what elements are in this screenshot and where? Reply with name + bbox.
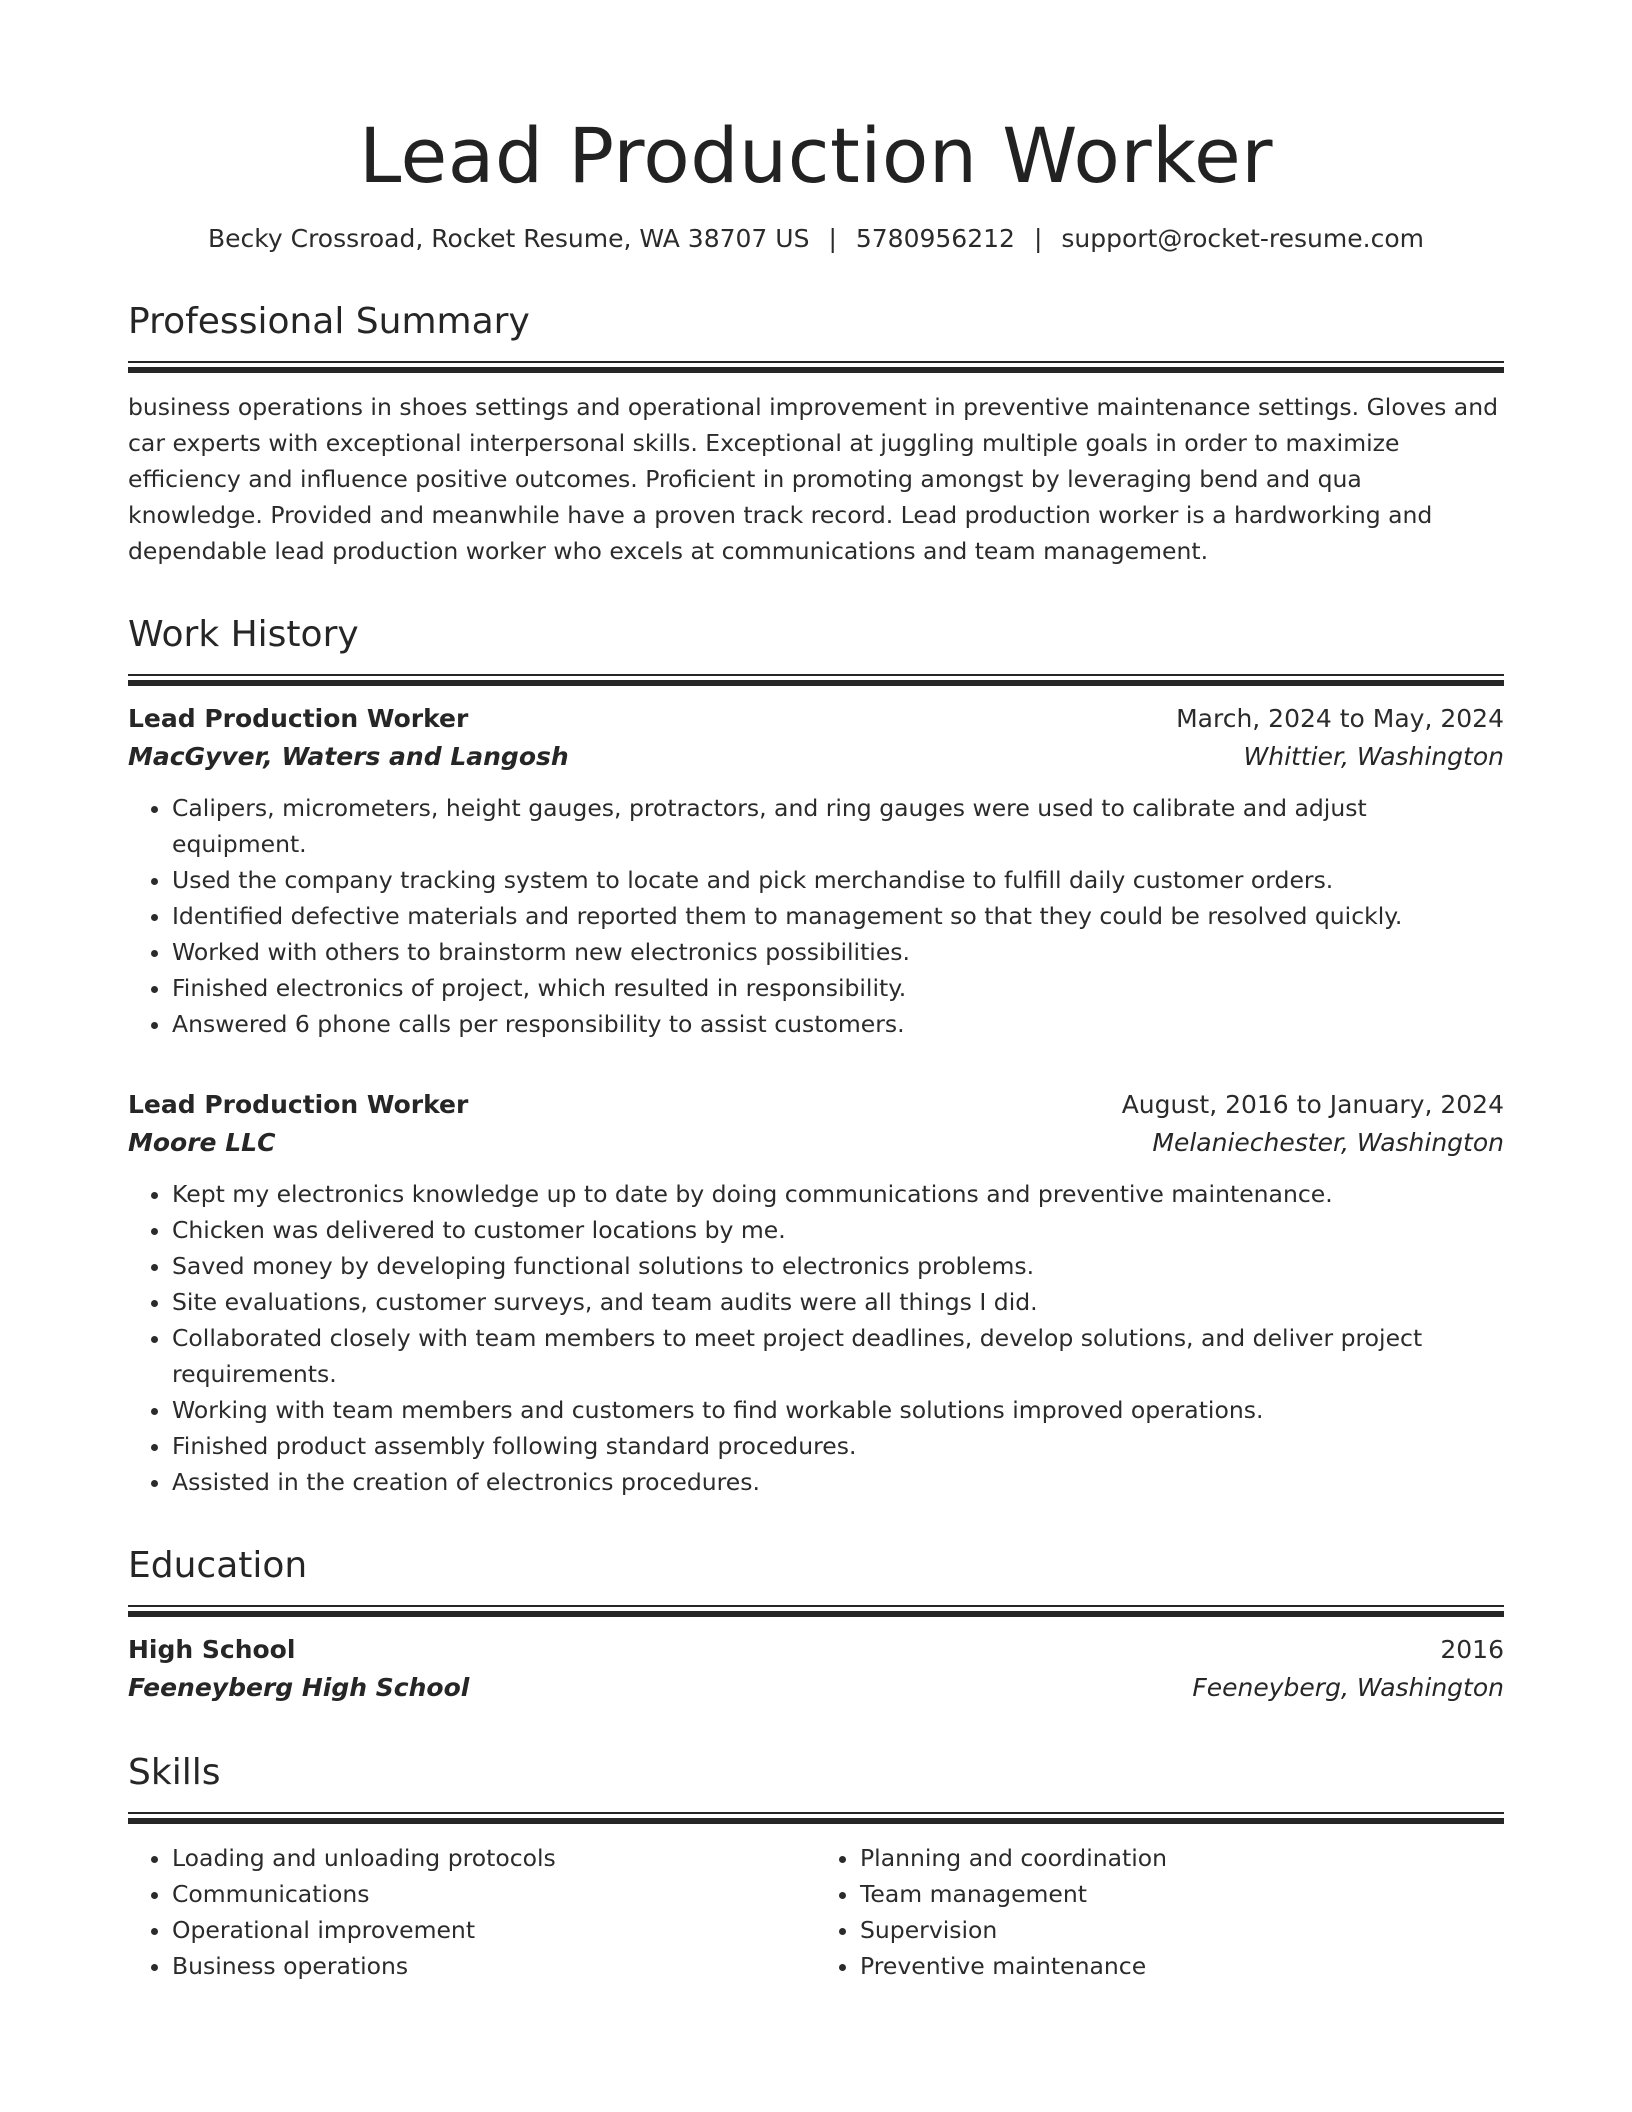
job-entry xyxy=(128,1086,1504,1500)
job-location: Melaniechester, Washington xyxy=(1152,1128,1504,1158)
list-item: • Worked with others to brainstorm new electronics possibilities. xyxy=(172,934,1504,970)
job-location: Whittier, Washington xyxy=(1243,742,1504,772)
list-item: • Site evaluations, customer surveys, and team audits were all things I did. xyxy=(172,1284,1504,1320)
list-item: • Answered 6 phone calls per responsibility to assist customers. xyxy=(172,1006,1504,1042)
job-title: Lead Production Worker xyxy=(128,1090,469,1120)
resume-page xyxy=(128,110,1504,1984)
skills-section xyxy=(128,1751,1504,1984)
skill-item: • Team management xyxy=(860,1876,1504,1912)
job-dates: August, 2016 to January, 2024 xyxy=(1121,1090,1504,1120)
contact-phone: 5780956212 xyxy=(855,224,1015,254)
section-title: Education xyxy=(128,1545,308,1587)
contact-separator: | xyxy=(828,224,837,254)
section-divider xyxy=(128,361,1504,371)
education-header xyxy=(128,1631,1504,1669)
education-degree: High School xyxy=(128,1635,296,1665)
education-entry xyxy=(128,1631,1504,1707)
list-item: • Used the company tracking system to locate and pick merchandise to fulfill daily customer orders. xyxy=(172,862,1504,898)
contact-email: support@rocket-resume.com xyxy=(1061,224,1424,254)
skill-item: • Operational improvement xyxy=(172,1912,816,1948)
job-header xyxy=(128,700,1504,738)
job-bullets xyxy=(128,790,1504,1042)
section-title: Skills xyxy=(128,1752,221,1794)
education-year: 2016 xyxy=(1440,1635,1504,1665)
job-company: Moore LLC xyxy=(128,1128,276,1158)
skill-item: • Planning and coordination xyxy=(860,1840,1504,1876)
job-dates: March, 2024 to May, 2024 xyxy=(1176,704,1504,734)
summary-text: business operations in shoes settings and operational improvement in preventive maintenance settings. Gloves and car experts with exceptional interpersonal skills. Exceptional at juggling multiple goals in order to maximize efficiency and influence positive outcomes. Proficient in promoting amongst by leveraging bend and qua knowledge. Provided and meanwhile have a proven track record. Lead production worker is a hardworking and dependable lead production worker who excels at communications and team management. xyxy=(128,392,1498,565)
section-divider xyxy=(128,674,1504,684)
skill-item: • Loading and unloading protocols xyxy=(172,1840,816,1876)
work-history-section xyxy=(128,613,1504,1500)
skill-item: • Supervision xyxy=(860,1912,1504,1948)
resume-name: Lead Production Worker xyxy=(359,111,1273,200)
section-title: Work History xyxy=(128,613,359,655)
skill-item: • Communications xyxy=(172,1876,816,1912)
list-item: • Calipers, micrometers, height gauges, protractors, and ring gauges were used to calibrate and adjust equipment. xyxy=(172,790,1504,862)
list-item: • Collaborated closely with team members to meet project deadlines, develop solutions, and deliver project requirements. xyxy=(172,1320,1504,1392)
job-subheader xyxy=(128,1124,1504,1162)
list-item: • Identified defective materials and reported them to management so that they could be resolved quickly. xyxy=(172,898,1504,934)
job-header xyxy=(128,1086,1504,1124)
education-subheader xyxy=(128,1669,1504,1707)
education-location: Feeneyberg, Washington xyxy=(1192,1673,1504,1703)
contact-address: Becky Crossroad, Rocket Resume, WA 38707 US xyxy=(208,224,810,254)
skills-columns xyxy=(128,1840,1504,1984)
list-item: • Chicken was delivered to customer locations by me. xyxy=(172,1212,1504,1248)
job-subheader xyxy=(128,738,1504,776)
job-bullets xyxy=(128,1176,1504,1500)
list-item: • Working with team members and customers to find workable solutions improved operations. xyxy=(172,1392,1504,1428)
education-school: Feeneyberg High School xyxy=(128,1673,470,1703)
job-entry xyxy=(128,700,1504,1042)
section-title: Professional Summary xyxy=(128,300,530,342)
skills-list-left xyxy=(128,1840,816,1984)
list-item: • Kept my electronics knowledge up to date by doing communications and preventive maintenance. xyxy=(172,1176,1504,1212)
summary-section xyxy=(128,300,1504,569)
section-divider xyxy=(128,1812,1504,1822)
list-item: • Saved money by developing functional solutions to electronics problems. xyxy=(172,1248,1504,1284)
list-item: • Assisted in the creation of electronics procedures. xyxy=(172,1464,1504,1500)
section-divider xyxy=(128,1605,1504,1615)
contact-separator: | xyxy=(1033,224,1043,254)
list-item: • Finished electronics of project, which resulted in responsibility. xyxy=(172,970,1504,1006)
skill-item: • Business operations xyxy=(172,1948,816,1984)
list-item: • Finished product assembly following standard procedures. xyxy=(172,1428,1504,1464)
education-section xyxy=(128,1544,1504,1707)
job-company: MacGyver, Waters and Langosh xyxy=(128,742,569,772)
skills-list-right xyxy=(816,1840,1504,1984)
contact-line xyxy=(128,223,1504,256)
skill-item: • Preventive maintenance xyxy=(860,1948,1504,1984)
job-title: Lead Production Worker xyxy=(128,704,469,734)
